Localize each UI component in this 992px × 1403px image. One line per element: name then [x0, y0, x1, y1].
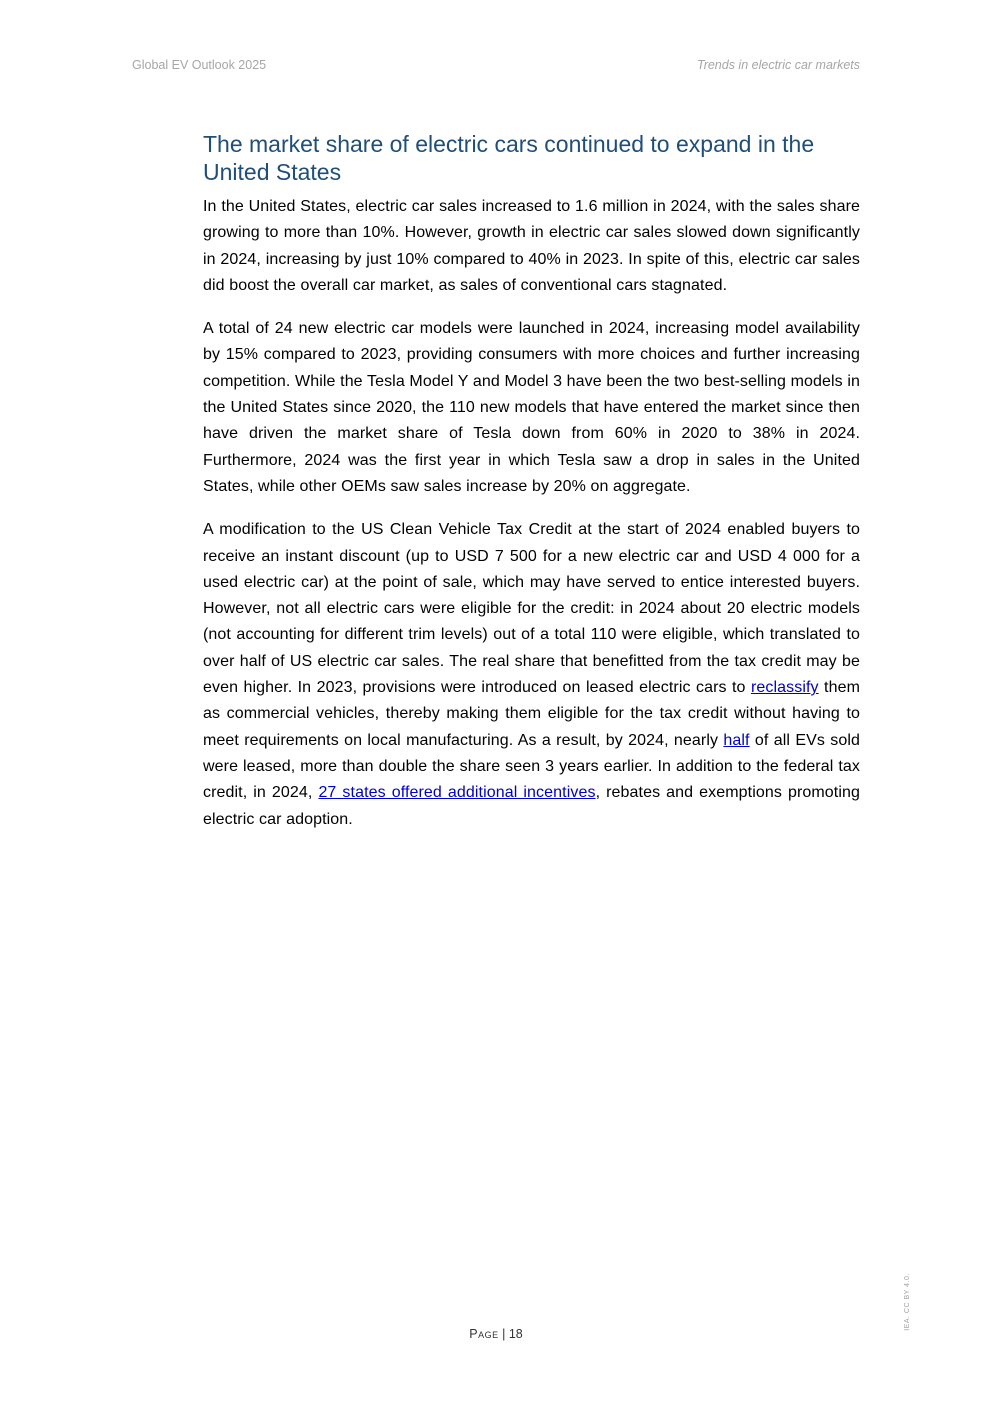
- report-title: Global EV Outlook 2025: [132, 58, 267, 72]
- page-separator: |: [498, 1327, 509, 1341]
- chapter-title: Trends in electric car markets: [696, 58, 860, 72]
- page-label: Page: [469, 1327, 499, 1341]
- section-heading: The market share of electric cars continued to expand in the United States: [203, 131, 815, 185]
- paragraph-1: In the United States, electric car sales increased to 1.6 million in 2024, with the sales share growing to more than 10%. However, growth in electric car sales slowed down significantly in 2024, increasing by just 10% compared to 40% in 2023. In spite of this, electric car sales did boost the overall car market, as sales of conventional cars stagnated.: [203, 198, 860, 294]
- link-half[interactable]: half: [723, 731, 750, 749]
- paragraph-3-text-1: A modification to the US Clean Vehicle Tax Credit at the start of 2024 enabled buyers to receive an instant discount (up to USD 7 500 for a new electric car and USD 4 000 for a used electric car) at the point of sale, which may have served to entice interested buyers. However, not all electric cars were eligible for the credit: in 2024 about 20 electric models (not accounting for different trim levels) out of a total 110 were eligible, which translated to over half of US electric car sales. The real share that benefitted from the tax credit may be even higher. In 2023, provisions were introduced on leased electric cars to: [203, 521, 860, 697]
- main-content: [203, 130, 860, 850]
- paragraph-3-text-2: them as commercial vehicles, thereby making them eligible for the tax credit without having to meet requirements on local manufacturing. As a result, by 2024, nearly: [203, 679, 861, 749]
- paragraph-3-text-3: of all EVs sold were leased, more than double the share seen 3 years earlier. In addition to the federal tax credit, in 2024,: [203, 731, 860, 802]
- link-state-incentives[interactable]: 27 states offered additional incentives: [318, 784, 596, 802]
- paragraph-3-text-4: , rebates and exemptions promoting electric car adoption.: [203, 784, 860, 828]
- running-header: [132, 58, 860, 76]
- license-note: IEA. CC BY 4.0.: [904, 1273, 911, 1331]
- link-reclassify[interactable]: reclassify: [750, 679, 819, 697]
- page-footer: [0, 1327, 992, 1341]
- paragraph-3: [203, 517, 860, 833]
- page-number: 18: [508, 1327, 523, 1341]
- paragraph-2: A total of 24 new electric car models were launched in 2024, increasing model availability by 15% compared to 2023, providing consumers with more choices and further increasing competition. While the Tesla Model Y and Model 3 have been the two best-selling models in the United States since 2020, the 110 new models that have entered the market since then have driven the market share of Tesla down from 60% in 2020 to 38% in 2024. Furthermore, 2024 was the first year in which Tesla saw a drop in sales in the United States, while other OEMs saw sales increase by 20% on aggregate.: [203, 320, 860, 495]
